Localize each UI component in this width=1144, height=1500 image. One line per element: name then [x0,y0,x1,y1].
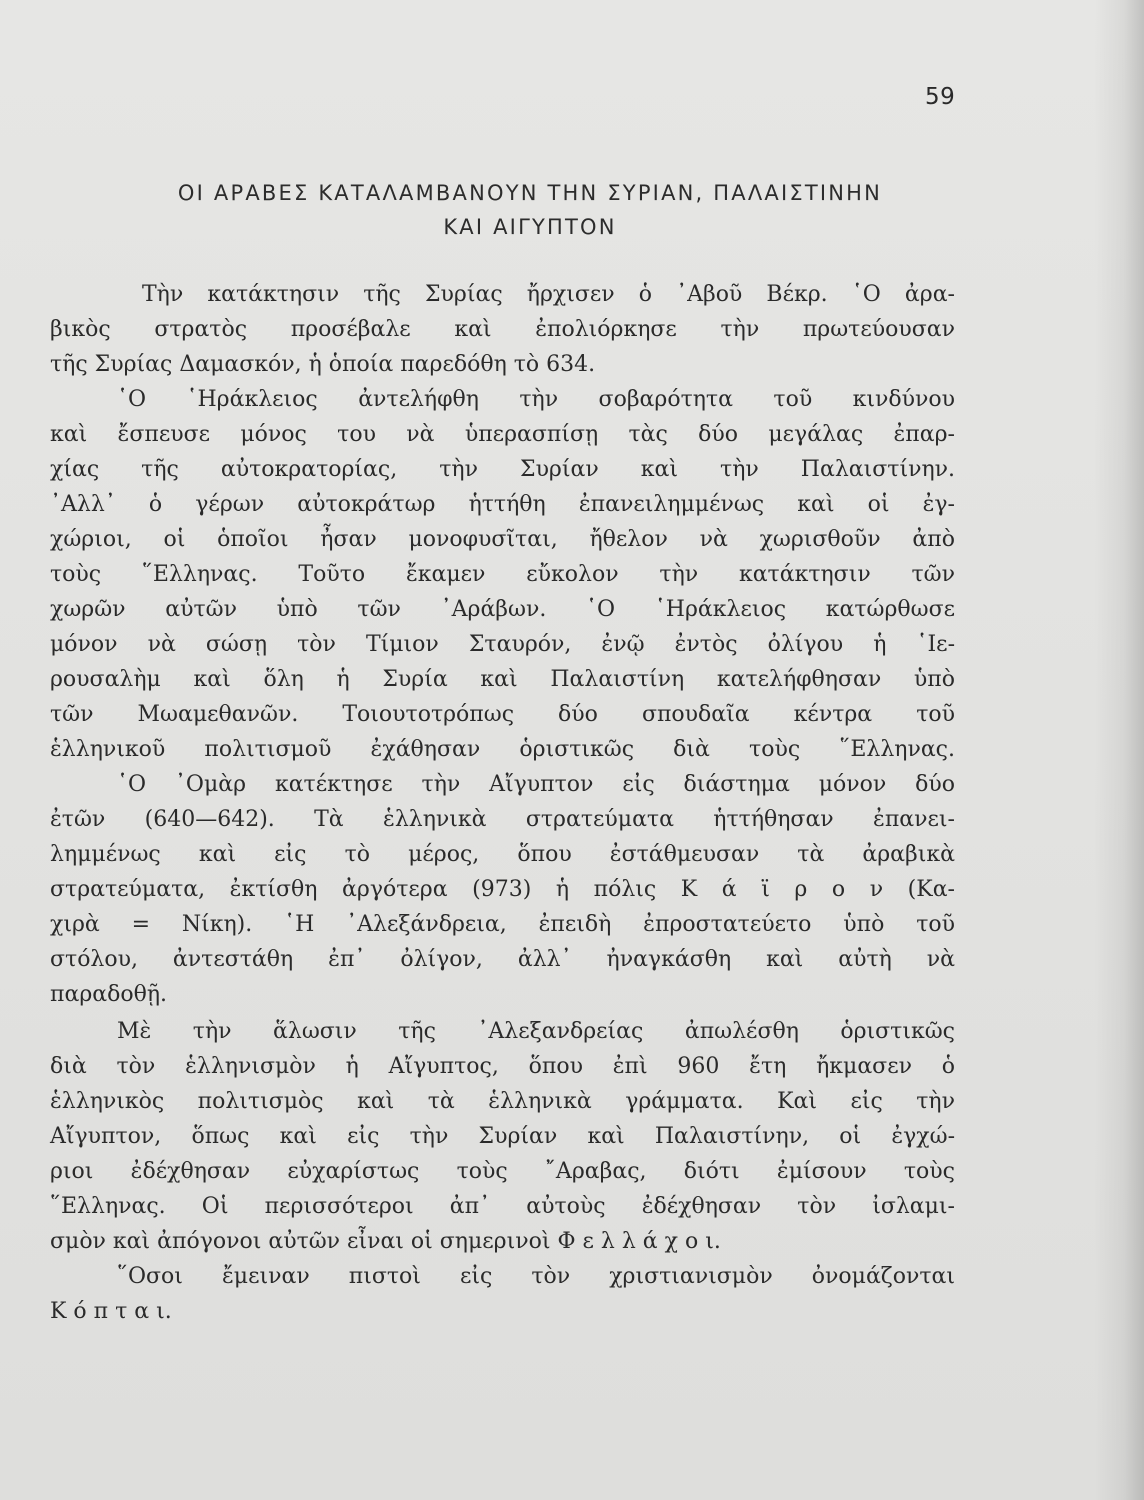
text-line: χωρῶν αὐτῶν ὑπὸ τῶν ᾿Αράβων. ῾Ο ῾Ηράκλειος κατώρθωσε [50,597,955,622]
text-line: ᾿Αλλ᾿ ὁ γέρων αὐτοκράτωρ ἡττήθη ἐπανειλημμένως καὶ οἱ ἐγ- [50,492,955,517]
text-line: ῞Ελληνας. Οἱ περισσότεροι ἀπ᾿ αὐτοὺς ἐδέχθησαν τὸν ἰσλαμι- [50,1194,955,1219]
chapter-title-line-2: ΚΑΙ ΑΙΓΥΠΤΟΝ [443,215,617,239]
chapter-title-line-1: ΟΙ ΑΡΑΒΕΣ ΚΑΤΑΛΑΜΒΑΝΟΥΝ ΤΗΝ ΣΥΡΙΑΝ, ΠΑΛΑΙΣΤΙΝΗΝ [177,181,883,205]
text-line: ῾Ο ᾿Ομὰρ κατέκτησε τὴν Αἴγυπτον εἰς διάστημα μόνον δύο [117,772,955,797]
text-line: χίας τῆς αὐτοκρατορίας, τὴν Συρίαν καὶ τὴν Παλαιστίνην. [50,457,955,482]
text-line: τοὺς ῞Ελληνας. Τοῦτο ἔκαμεν εὔκολον τὴν κατάκτησιν τῶν [50,562,955,587]
text-line: μόνον νὰ σώσῃ τὸν Τίμιον Σταυρόν, ἐνῷ ἐντὸς ὀλίγου ἡ ῾Ιε- [50,632,955,657]
page-number: 59 [925,84,956,110]
text-line: χώριοι, οἱ ὁποῖοι ἦσαν μονοφυσῖται, ἤθελον νὰ χωρισθοῦν ἀπὸ [50,527,955,552]
text-line: λημμένως καὶ εἰς τὸ μέρος, ὅπου ἐστάθμευσαν τὰ ἀραβικὰ [50,842,955,867]
text-line: διὰ τὸν ἑλληνισμὸν ἡ Αἴγυπτος, ὅπου ἐπὶ 960 ἔτη ἤκμασεν ὁ [50,1054,955,1079]
text-line: ἑλληνικὸς πολιτισμὸς καὶ τὰ ἑλληνικὰ γράμματα. Καὶ εἰς τὴν [50,1089,955,1114]
text-line: Κ ό π τ α ι. [50,1299,172,1324]
text-line: τῆς Συρίας Δαμασκόν, ἡ ὁποία παρεδόθη τὸ 634. [50,352,596,377]
text-line: χιρὰ = Νίκη). ῾Η ᾿Αλεξάνδρεια, ἐπειδὴ ἐπροστατεύετο ὑπὸ τοῦ [50,912,955,937]
text-line: ῾Ο ῾Ηράκλειος ἀντελήφθη τὴν σοβαρότητα τοῦ κινδύνου [117,387,955,412]
text-line: ῞Οσοι ἔμειναν πιστοὶ εἰς τὸν χριστιανισμὸν ὀνομάζονται [117,1264,955,1289]
text-line: Αἴγυπτον, ὅπως καὶ εἰς τὴν Συρίαν καὶ Παλαιστίνην, οἱ ἐγχώ- [50,1124,955,1149]
text-line: στρατεύματα, ἐκτίσθη ἀργότερα (973) ἡ πόλις Κ ά ϊ ρ ο ν (Κα- [50,877,955,902]
text-line: Μὲ τὴν ἅλωσιν τῆς ᾿Αλεξανδρείας ἀπωλέσθη ὁριστικῶς [117,1019,955,1044]
text-line: ἐτῶν (640—642). Τὰ ἑλληνικὰ στρατεύματα ἡττήθησαν ἐπανει- [50,807,955,832]
text-line: ριοι ἐδέχθησαν εὐχαρίστως τοὺς ῎Αραβας, διότι ἐμίσουν τοὺς [50,1159,955,1184]
text-line: παραδοθῇ. [50,982,168,1007]
text-line: Τὴν κατάκτησιν τῆς Συρίας ἤρχισεν ὁ ᾿Αβοῦ Βέκρ. ῾Ο ἀρα- [142,282,955,307]
page-edge-shadow [1094,0,1144,1500]
text-line: ρουσαλὴμ καὶ ὅλη ἡ Συρία καὶ Παλαιστίνη κατελήφθησαν ὑπὸ [50,667,955,692]
text-line: ἑλληνικοῦ πολιτισμοῦ ἐχάθησαν ὁριστικῶς διὰ τοὺς ῞Ελληνας. [50,737,955,762]
text-line: στόλου, ἀντεστάθη ἐπ᾿ ὀλίγον, ἀλλ᾿ ἠναγκάσθη καὶ αὐτὴ νὰ [50,947,955,972]
text-line: τῶν Μωαμεθανῶν. Τοιουτοτρόπως δύο σπουδαῖα κέντρα τοῦ [50,702,955,727]
text-line: βικὸς στρατὸς προσέβαλε καὶ ἐπολιόρκησε τὴν πρωτεύουσαν [50,317,955,342]
text-line: καὶ ἔσπευσε μόνος του νὰ ὑπερασπίσῃ τὰς δύο μεγάλας ἐπαρ- [50,422,955,447]
text-line: σμὸν καὶ ἀπόγονοι αὐτῶν εἶναι οἱ σημερινοὶ Φ ε λ λ ά χ ο ι. [50,1229,721,1254]
